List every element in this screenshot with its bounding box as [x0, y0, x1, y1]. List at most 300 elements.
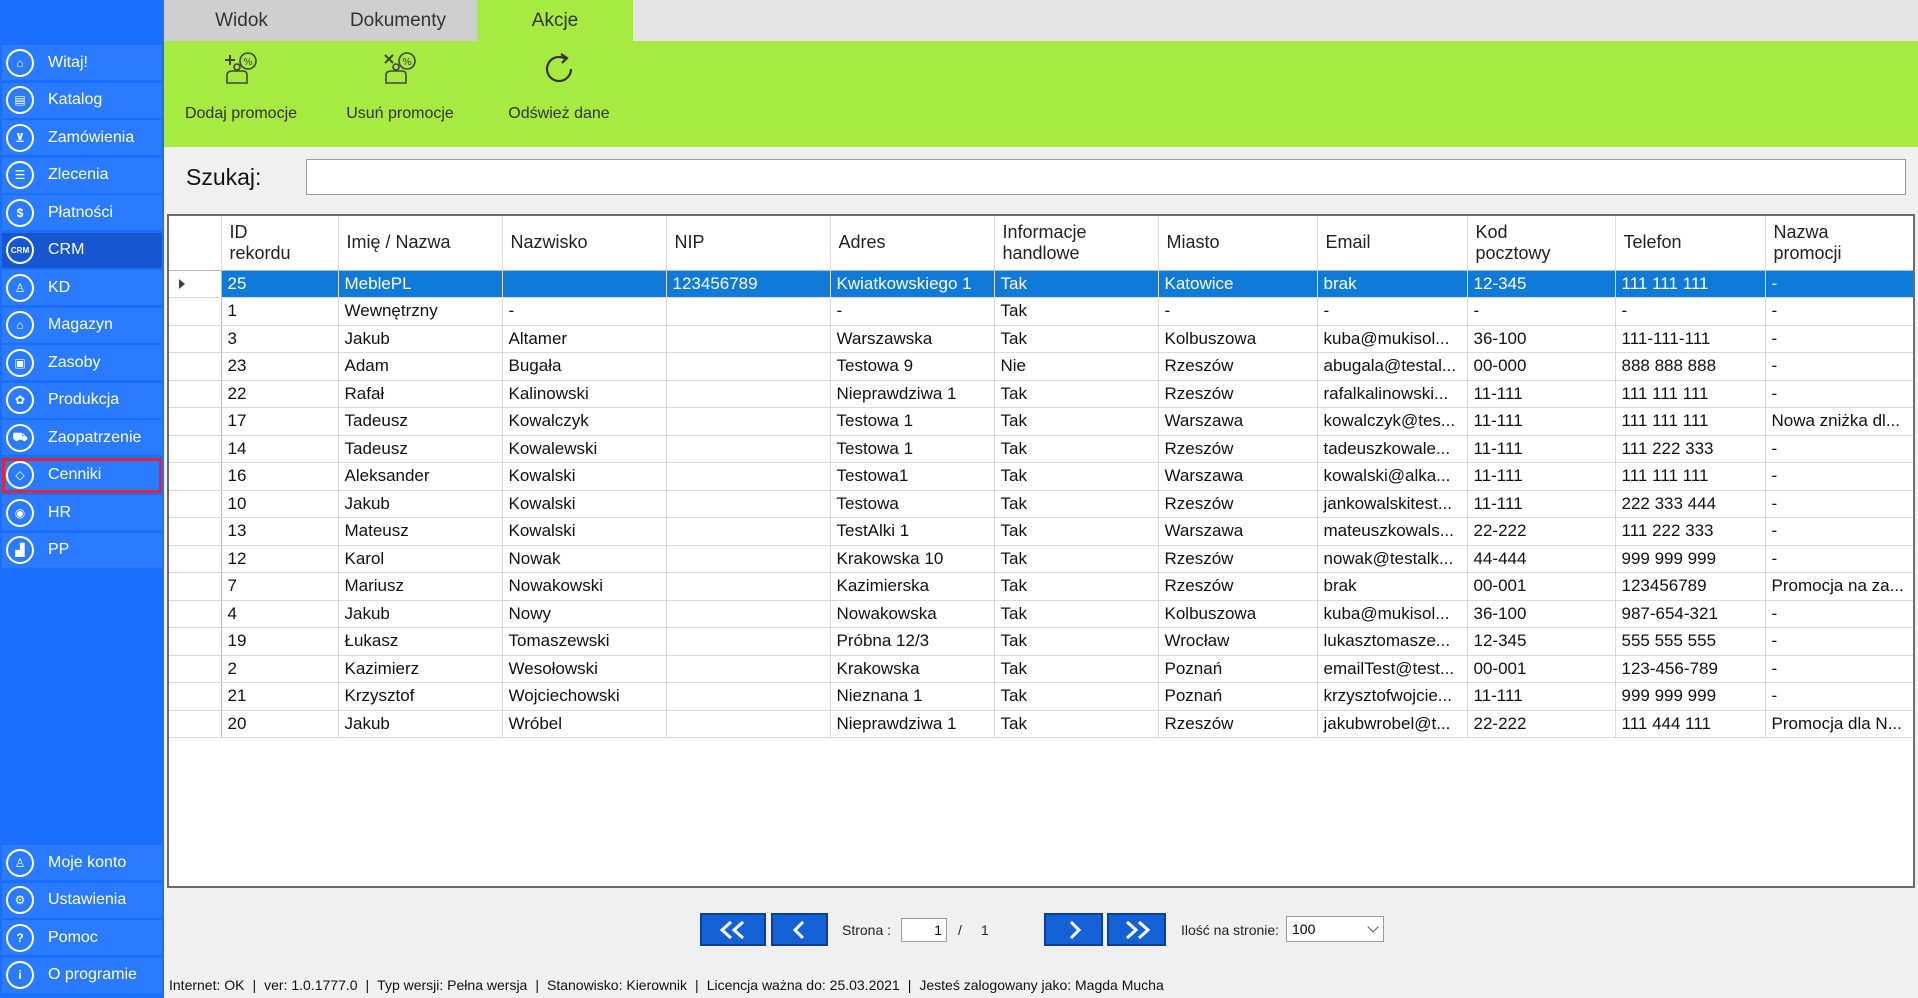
- warehouse-icon: ⌂: [6, 311, 34, 339]
- info-icon: i: [6, 961, 34, 989]
- table-cell[interactable]: 17: [221, 408, 338, 436]
- table-cell[interactable]: -: [1765, 435, 1913, 463]
- total-pages: 1: [981, 922, 989, 938]
- table-row[interactable]: [169, 655, 1913, 683]
- table-cell[interactable]: -: [1765, 270, 1913, 298]
- table-cell[interactable]: 11-111: [1467, 380, 1615, 408]
- table-cell[interactable]: -: [1467, 298, 1615, 326]
- table-cell[interactable]: Warszawska: [830, 325, 994, 353]
- table-cell[interactable]: -: [1765, 353, 1913, 381]
- row-header[interactable]: [169, 435, 221, 463]
- table-cell[interactable]: Testowa 1: [830, 408, 994, 436]
- table-cell[interactable]: 23: [221, 353, 338, 381]
- table-cell[interactable]: [666, 380, 830, 408]
- status-separator: |: [252, 977, 257, 993]
- row-header[interactable]: [169, 270, 221, 298]
- table-cell[interactable]: Kowalski: [502, 463, 666, 491]
- table-row[interactable]: [169, 545, 1913, 573]
- pp-icon: ▟: [6, 536, 34, 564]
- table-cell[interactable]: 111 111 111: [1615, 380, 1765, 408]
- sidebar-item-płatności[interactable]: [2, 195, 162, 230]
- remove-promotion-button[interactable]: [339, 47, 461, 143]
- table-cell[interactable]: Rafał: [338, 380, 502, 408]
- table-cell[interactable]: Kowalski: [502, 490, 666, 518]
- table-cell[interactable]: 22-222: [1467, 518, 1615, 546]
- table-cell[interactable]: Jakub: [338, 600, 502, 628]
- table-row[interactable]: [169, 353, 1913, 381]
- table-cell[interactable]: 111 111 111: [1615, 463, 1765, 491]
- table-cell[interactable]: 111 111 111: [1615, 408, 1765, 436]
- double-chevron-right-icon: [1120, 919, 1154, 941]
- sidebar-item-magazyn[interactable]: [2, 308, 162, 343]
- table-cell[interactable]: [666, 628, 830, 656]
- column-header[interactable]: Adres: [830, 216, 994, 270]
- sidebar-item-cenniki[interactable]: [2, 458, 162, 493]
- table-cell[interactable]: kuba@mukisol...: [1317, 600, 1467, 628]
- table-cell[interactable]: -: [1765, 298, 1913, 326]
- page-separator: /: [958, 922, 962, 938]
- table-cell[interactable]: -: [1765, 683, 1913, 711]
- table-cell[interactable]: 11-111: [1467, 490, 1615, 518]
- table-cell[interactable]: 111 111 111: [1615, 270, 1765, 298]
- table-cell[interactable]: Karol: [338, 545, 502, 573]
- tab-akcje[interactable]: Akcje: [477, 0, 633, 41]
- table-cell[interactable]: 19: [221, 628, 338, 656]
- table-cell[interactable]: -: [1765, 325, 1913, 353]
- table-cell[interactable]: Tak: [994, 435, 1158, 463]
- table-cell[interactable]: 11-111: [1467, 683, 1615, 711]
- column-header[interactable]: Nazwa promocji: [1765, 216, 1913, 270]
- table-cell[interactable]: Tak: [994, 600, 1158, 628]
- first-page-button[interactable]: [700, 913, 766, 946]
- table-cell[interactable]: Kolbuszowa: [1158, 600, 1317, 628]
- sidebar-item-label: O programie: [48, 966, 137, 983]
- table-cell[interactable]: Bugała: [502, 353, 666, 381]
- table-row[interactable]: [169, 380, 1913, 408]
- search-input[interactable]: [306, 159, 1906, 195]
- table-row[interactable]: [169, 683, 1913, 711]
- table-cell[interactable]: Tomaszewski: [502, 628, 666, 656]
- table-cell[interactable]: [666, 353, 830, 381]
- tag-icon: ◇: [6, 461, 34, 489]
- table-cell[interactable]: Kwiatkowskiego 1: [830, 270, 994, 298]
- table-cell[interactable]: 4: [221, 600, 338, 628]
- svg-text:%: %: [243, 57, 253, 68]
- table-cell[interactable]: [666, 463, 830, 491]
- table-cell[interactable]: mateuszkowals...: [1317, 518, 1467, 546]
- tab-dokumenty[interactable]: Dokumenty: [319, 0, 477, 41]
- table-cell[interactable]: Katowice: [1158, 270, 1317, 298]
- table-cell[interactable]: [502, 270, 666, 298]
- table-cell[interactable]: krzysztofwojcie...: [1317, 683, 1467, 711]
- table-cell[interactable]: Rzeszów: [1158, 380, 1317, 408]
- list-icon: ☰: [6, 161, 34, 189]
- sidebar-item-hr[interactable]: [2, 495, 162, 530]
- table-cell[interactable]: Tak: [994, 545, 1158, 573]
- table-cell[interactable]: Warszawa: [1158, 518, 1317, 546]
- sidebar-item-produkcja[interactable]: [2, 383, 162, 418]
- sidebar-item-label: Katalog: [48, 91, 103, 108]
- table-row[interactable]: [169, 490, 1913, 518]
- table-cell[interactable]: Tak: [994, 380, 1158, 408]
- table-cell[interactable]: [666, 710, 830, 738]
- table-cell[interactable]: Warszawa: [1158, 463, 1317, 491]
- status-item: Typ wersji: Pełna wersja: [377, 977, 528, 993]
- table-cell[interactable]: Adam: [338, 353, 502, 381]
- table-cell[interactable]: tadeuszkowale...: [1317, 435, 1467, 463]
- row-header[interactable]: [169, 628, 221, 656]
- table-cell[interactable]: [666, 655, 830, 683]
- table-cell[interactable]: 111 444 111: [1615, 710, 1765, 738]
- user-icon: ♙: [6, 274, 34, 302]
- sidebar-item-label: Zasoby: [48, 353, 101, 371]
- sidebar-item-katalog[interactable]: [2, 83, 162, 118]
- table-cell[interactable]: Tak: [994, 463, 1158, 491]
- table-cell[interactable]: Kazimierska: [830, 573, 994, 601]
- resources-icon: ▣: [6, 349, 34, 377]
- table-cell[interactable]: Krzysztof: [338, 683, 502, 711]
- table-row[interactable]: [169, 463, 1913, 491]
- table-cell[interactable]: Tak: [994, 270, 1158, 298]
- table-cell[interactable]: rafalkalinowski...: [1317, 380, 1467, 408]
- book-icon: ▤: [6, 86, 34, 114]
- table-row[interactable]: [169, 408, 1913, 436]
- table-cell[interactable]: -: [1765, 655, 1913, 683]
- row-header[interactable]: [169, 655, 221, 683]
- sidebar-item-crm[interactable]: [2, 233, 162, 268]
- table-cell[interactable]: -: [1615, 298, 1765, 326]
- table-cell[interactable]: Próbna 12/3: [830, 628, 994, 656]
- table-cell[interactable]: Tak: [994, 655, 1158, 683]
- table-cell[interactable]: Tak: [994, 710, 1158, 738]
- sidebar-item-zamówienia[interactable]: [2, 120, 162, 155]
- table-cell[interactable]: [666, 408, 830, 436]
- table-cell[interactable]: 999 999 999: [1615, 683, 1765, 711]
- table-cell[interactable]: Tak: [994, 325, 1158, 353]
- table-cell[interactable]: Promocja dla N...: [1765, 710, 1913, 738]
- row-header[interactable]: [169, 683, 221, 711]
- per-page-select[interactable]: [1286, 916, 1384, 942]
- table-cell[interactable]: -: [830, 298, 994, 326]
- table-cell[interactable]: Rzeszów: [1158, 710, 1317, 738]
- table-cell[interactable]: TestAlki 1: [830, 518, 994, 546]
- last-page-button[interactable]: [1107, 913, 1166, 946]
- tab-widok[interactable]: Widok: [164, 0, 319, 41]
- sidebar-item-ustawienia[interactable]: [2, 883, 162, 918]
- table-cell[interactable]: Rzeszów: [1158, 435, 1317, 463]
- table-cell[interactable]: Testowa1: [830, 463, 994, 491]
- table-cell[interactable]: Warszawa: [1158, 408, 1317, 436]
- sidebar-item-witaj-[interactable]: [2, 45, 162, 80]
- table-cell[interactable]: 10: [221, 490, 338, 518]
- table-cell[interactable]: Wewnętrzny: [338, 298, 502, 326]
- table-cell[interactable]: kowalczyk@tes...: [1317, 408, 1467, 436]
- table-cell[interactable]: Tadeusz: [338, 408, 502, 436]
- table-cell[interactable]: 11-111: [1467, 408, 1615, 436]
- table-cell[interactable]: 21: [221, 683, 338, 711]
- refresh-icon: [537, 47, 581, 91]
- table-cell[interactable]: 22-222: [1467, 710, 1615, 738]
- table-cell[interactable]: Rzeszów: [1158, 545, 1317, 573]
- table-row[interactable]: [169, 710, 1913, 738]
- table-cell[interactable]: Jakub: [338, 325, 502, 353]
- table-cell[interactable]: -: [1765, 490, 1913, 518]
- row-header[interactable]: [169, 490, 221, 518]
- sidebar-item-label: Pomoc: [48, 928, 98, 946]
- column-header[interactable]: NIP: [666, 216, 830, 270]
- table-cell[interactable]: 00-001: [1467, 655, 1615, 683]
- table-row[interactable]: [169, 435, 1913, 463]
- table-cell[interactable]: 11-111: [1467, 463, 1615, 491]
- table-cell[interactable]: Tadeusz: [338, 435, 502, 463]
- table-cell[interactable]: 888 888 888: [1615, 353, 1765, 381]
- table-cell[interactable]: kowalski@alka...: [1317, 463, 1467, 491]
- sidebar-item-label: Płatności: [48, 203, 113, 221]
- table-cell[interactable]: 12: [221, 545, 338, 573]
- sidebar-item-zasoby[interactable]: [2, 345, 162, 380]
- table-cell[interactable]: Mateusz: [338, 518, 502, 546]
- table-cell[interactable]: jankowalskitest...: [1317, 490, 1467, 518]
- table-cell[interactable]: Nie: [994, 353, 1158, 381]
- sidebar-item-pomoc[interactable]: [2, 920, 162, 955]
- sidebar-item-o-programie[interactable]: [2, 958, 162, 993]
- column-header[interactable]: Nazwisko: [502, 216, 666, 270]
- table-cell[interactable]: Krakowska: [830, 655, 994, 683]
- table-cell[interactable]: 12-345: [1467, 270, 1615, 298]
- table-cell[interactable]: Nieznana 1: [830, 683, 994, 711]
- table-cell[interactable]: 111 222 333: [1615, 518, 1765, 546]
- table-cell[interactable]: [666, 683, 830, 711]
- sidebar-item-pp[interactable]: [2, 533, 162, 568]
- table-cell[interactable]: Wojciechowski: [502, 683, 666, 711]
- table-cell[interactable]: Aleksander: [338, 463, 502, 491]
- table-cell[interactable]: nowak@testalk...: [1317, 545, 1467, 573]
- sidebar-item-label: Moje konto: [48, 853, 127, 871]
- column-header[interactable]: Imię / Nazwa: [338, 216, 502, 270]
- status-item: Licencja ważna do: 25.03.2021: [706, 977, 900, 993]
- table-cell[interactable]: 00-001: [1467, 573, 1615, 601]
- table-cell[interactable]: 111 222 333: [1615, 435, 1765, 463]
- table-cell[interactable]: -: [1765, 380, 1913, 408]
- table-cell[interactable]: Poznań: [1158, 683, 1317, 711]
- table-cell[interactable]: Poznań: [1158, 655, 1317, 683]
- page-number-input[interactable]: [901, 918, 947, 942]
- table-cell[interactable]: -: [1765, 463, 1913, 491]
- truck-icon: ⛟: [6, 424, 34, 452]
- row-header[interactable]: [169, 573, 221, 601]
- table-cell[interactable]: Tak: [994, 628, 1158, 656]
- row-header[interactable]: [169, 518, 221, 546]
- table-cell[interactable]: 7: [221, 573, 338, 601]
- table-row[interactable]: [169, 298, 1913, 326]
- row-header[interactable]: [169, 408, 221, 436]
- table-cell[interactable]: 44-444: [1467, 545, 1615, 573]
- chevron-down-icon: [1367, 921, 1378, 932]
- refresh-button[interactable]: [498, 47, 620, 143]
- sidebar-item-zaopatrzenie[interactable]: [2, 420, 162, 455]
- table-cell[interactable]: Kazimierz: [338, 655, 502, 683]
- table-cell[interactable]: 16: [221, 463, 338, 491]
- table-cell[interactable]: 222 333 444: [1615, 490, 1765, 518]
- table-cell[interactable]: [666, 490, 830, 518]
- table-cell[interactable]: 20: [221, 710, 338, 738]
- table-cell[interactable]: 00-000: [1467, 353, 1615, 381]
- table-cell[interactable]: Kalinowski: [502, 380, 666, 408]
- table-cell[interactable]: Rzeszów: [1158, 353, 1317, 381]
- table-row[interactable]: [169, 270, 1913, 298]
- remove-promotion-icon: [378, 47, 422, 91]
- table-cell[interactable]: Mariusz: [338, 573, 502, 601]
- sidebar-item-kd[interactable]: [2, 270, 162, 305]
- sidebar-item-zlecenia[interactable]: [2, 158, 162, 193]
- table-cell[interactable]: Rzeszów: [1158, 490, 1317, 518]
- table-cell[interactable]: Kowalczyk: [502, 408, 666, 436]
- table-cell[interactable]: Rzeszów: [1158, 573, 1317, 601]
- next-page-button[interactable]: [1044, 913, 1103, 946]
- table-cell[interactable]: 123-456-789: [1615, 655, 1765, 683]
- table-cell[interactable]: Kowalski: [502, 518, 666, 546]
- table-cell[interactable]: -: [1765, 600, 1913, 628]
- table-cell[interactable]: 36-100: [1467, 325, 1615, 353]
- row-header[interactable]: [169, 600, 221, 628]
- table-row[interactable]: [169, 325, 1913, 353]
- status-bar: [169, 977, 1164, 993]
- table-cell[interactable]: 2: [221, 655, 338, 683]
- table-cell[interactable]: Tak: [994, 298, 1158, 326]
- table-cell[interactable]: Tak: [994, 683, 1158, 711]
- table-cell[interactable]: Wróbel: [502, 710, 666, 738]
- table-cell[interactable]: Testowa 1: [830, 435, 994, 463]
- table-cell[interactable]: Nieprawdziwa 1: [830, 380, 994, 408]
- remove-promotion-label: Usuń promocje: [346, 105, 454, 122]
- table-cell[interactable]: Nowy: [502, 600, 666, 628]
- column-header[interactable]: Email: [1317, 216, 1467, 270]
- table-cell[interactable]: -: [1317, 298, 1467, 326]
- table-cell[interactable]: 1: [221, 298, 338, 326]
- sidebar-item-label: PP: [48, 541, 70, 558]
- table-cell[interactable]: 36-100: [1467, 600, 1615, 628]
- table-cell[interactable]: [666, 325, 830, 353]
- row-header[interactable]: [169, 463, 221, 491]
- table-cell[interactable]: Jakub: [338, 490, 502, 518]
- table-cell[interactable]: Testowa 9: [830, 353, 994, 381]
- table-row[interactable]: [169, 628, 1913, 656]
- table-cell[interactable]: 987-654-321: [1615, 600, 1765, 628]
- table-cell[interactable]: Kolbuszowa: [1158, 325, 1317, 353]
- table-cell[interactable]: lukasztomasze...: [1317, 628, 1467, 656]
- previous-page-button[interactable]: [771, 913, 828, 946]
- sidebar-item-label: Zamówienia: [48, 128, 135, 146]
- table-cell[interactable]: Tak: [994, 408, 1158, 436]
- table-cell[interactable]: [666, 435, 830, 463]
- table-cell[interactable]: [666, 545, 830, 573]
- ribbon-toolbar: [164, 41, 1918, 147]
- table-row[interactable]: [169, 600, 1913, 628]
- table-cell[interactable]: brak: [1317, 573, 1467, 601]
- table-cell[interactable]: 123456789: [666, 270, 830, 298]
- table-cell[interactable]: Nowa zniżka dl...: [1765, 408, 1913, 436]
- table-cell[interactable]: emailTest@test...: [1317, 655, 1467, 683]
- table-cell[interactable]: Wrocław: [1158, 628, 1317, 656]
- table-cell[interactable]: 111-111-111: [1615, 325, 1765, 353]
- table-cell[interactable]: Łukasz: [338, 628, 502, 656]
- table-cell[interactable]: 123456789: [1615, 573, 1765, 601]
- table-cell[interactable]: -: [1765, 628, 1913, 656]
- table-cell[interactable]: Tak: [994, 490, 1158, 518]
- table-cell[interactable]: 999 999 999: [1615, 545, 1765, 573]
- table-cell[interactable]: Testowa: [830, 490, 994, 518]
- table-cell[interactable]: 11-111: [1467, 435, 1615, 463]
- row-header[interactable]: [169, 380, 221, 408]
- table-cell[interactable]: Nowak: [502, 545, 666, 573]
- table-cell[interactable]: [666, 600, 830, 628]
- table-cell[interactable]: 22: [221, 380, 338, 408]
- table-cell[interactable]: -: [1765, 545, 1913, 573]
- status-separator: |: [695, 977, 699, 993]
- row-header[interactable]: [169, 545, 221, 573]
- column-header[interactable]: Informacje handlowe: [994, 216, 1158, 270]
- row-header[interactable]: [169, 298, 221, 326]
- column-header[interactable]: ID rekordu: [221, 216, 338, 270]
- table-row[interactable]: [169, 573, 1913, 601]
- table-cell[interactable]: 25: [221, 270, 338, 298]
- row-header[interactable]: [169, 710, 221, 738]
- gear-icon: ⚙: [6, 886, 34, 914]
- column-header[interactable]: Kod pocztowy: [1467, 216, 1615, 270]
- table-cell[interactable]: 14: [221, 435, 338, 463]
- table-cell[interactable]: Nowakowski: [502, 573, 666, 601]
- table-cell[interactable]: Wesołowski: [502, 655, 666, 683]
- add-promotion-button[interactable]: [180, 47, 302, 143]
- table-cell[interactable]: [666, 573, 830, 601]
- sidebar-item-moje-konto[interactable]: [2, 845, 162, 880]
- row-header[interactable]: [169, 325, 221, 353]
- table-cell[interactable]: Altamer: [502, 325, 666, 353]
- search-label: Szukaj:: [186, 164, 262, 190]
- table-cell[interactable]: jakubwrobel@t...: [1317, 710, 1467, 738]
- table-cell[interactable]: Jakub: [338, 710, 502, 738]
- home-icon: ⌂: [6, 49, 34, 77]
- table-cell[interactable]: [666, 298, 830, 326]
- column-header[interactable]: Miasto: [1158, 216, 1317, 270]
- table-cell[interactable]: Tak: [994, 573, 1158, 601]
- table-cell[interactable]: MeblePL: [338, 270, 502, 298]
- table-cell[interactable]: 555 555 555: [1615, 628, 1765, 656]
- table-cell[interactable]: Nowakowska: [830, 600, 994, 628]
- row-header[interactable]: [169, 353, 221, 381]
- table-cell[interactable]: brak: [1317, 270, 1467, 298]
- table-cell[interactable]: Krakowska 10: [830, 545, 994, 573]
- table-cell[interactable]: Promocja na za...: [1765, 573, 1913, 601]
- refresh-label: Odśwież dane: [508, 105, 610, 122]
- row-header-corner: [169, 216, 221, 270]
- table-cell[interactable]: kuba@mukisol...: [1317, 325, 1467, 353]
- table-cell[interactable]: -: [1765, 518, 1913, 546]
- column-header[interactable]: Telefon: [1615, 216, 1765, 270]
- table-cell[interactable]: 13: [221, 518, 338, 546]
- table-cell[interactable]: abugala@testal...: [1317, 353, 1467, 381]
- table-cell[interactable]: Kowalewski: [502, 435, 666, 463]
- table-cell[interactable]: -: [1158, 298, 1317, 326]
- table-cell[interactable]: [666, 518, 830, 546]
- table-cell[interactable]: 3: [221, 325, 338, 353]
- sidebar-item-label: Witaj!: [48, 53, 88, 71]
- table-cell[interactable]: Tak: [994, 518, 1158, 546]
- table-cell[interactable]: -: [502, 298, 666, 326]
- table-row[interactable]: [169, 518, 1913, 546]
- table-cell[interactable]: 12-345: [1467, 628, 1615, 656]
- table-cell[interactable]: Nieprawdziwa 1: [830, 710, 994, 738]
